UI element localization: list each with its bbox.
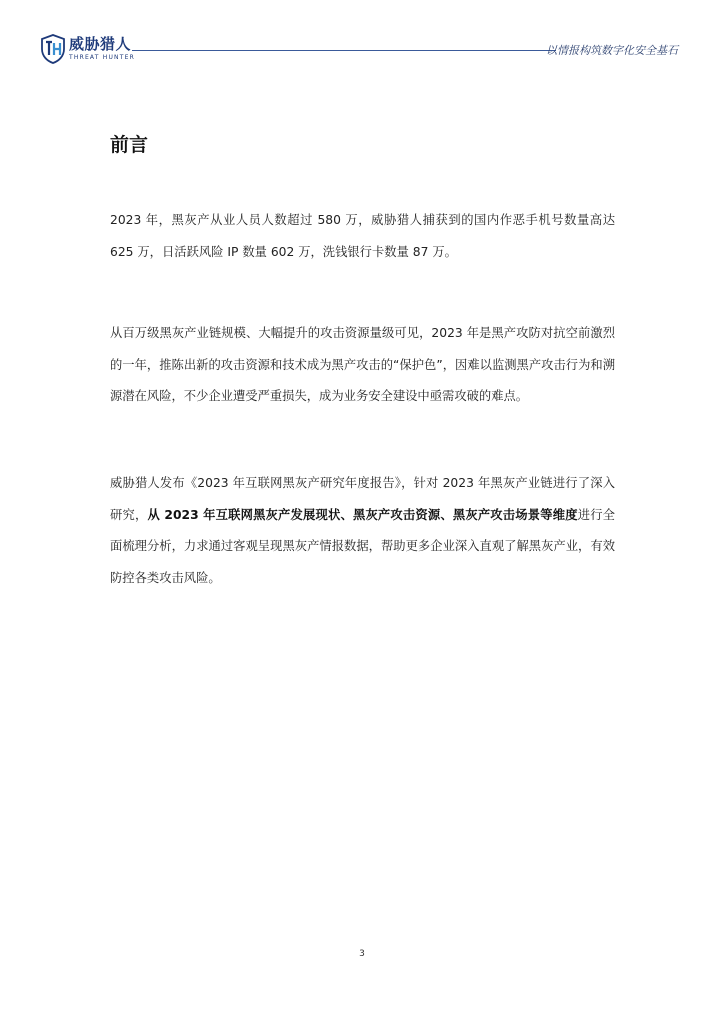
main-content (110, 130, 615, 585)
report-intro-conclusion: 进行全面梳理分析，力求通过客观呈现黑灰产情报数据，帮助更多企业深入直观了解黑灰产业，有效防控各类攻击风险。 (110, 507, 615, 585)
shield-logo-icon (40, 34, 66, 64)
paragraph-statistics: 2023 年，黑灰产从业人员人数超过 580 万，威胁猎人捕获到的国内作恶手机号数量高达 625 万，日活跃风险 IP 数量 602 万，洗钱银行卡数量 87 万。 (110, 213, 615, 259)
report-dimensions-emphasis: 从 2023 年互联网黑灰产发展现状、黑灰产攻击资源、黑灰产攻击场景等维度 (147, 507, 578, 522)
report-intro-text: 威胁猎人发布《2023 年互联网黑灰产研究年度报告》，针对 2023 年黑灰产业链进行了深入研究， (110, 476, 615, 522)
company-logo (40, 34, 135, 66)
paragraph-report-intro (110, 468, 615, 594)
header-slogan: 以情报构筑数字化安全基石 (546, 44, 678, 57)
logo-chinese-name: 威胁猎人 (69, 35, 132, 53)
logo-english-name: THREAT HUNTER (69, 54, 135, 61)
page-number: 3 (359, 949, 365, 959)
section-title: 前言 (110, 134, 149, 156)
paragraph-context: 从百万级黑灰产业链规模、大幅提升的攻击资源量级可见，2023 年是黑产攻防对抗空前激烈的一年，推陈出新的攻击资源和技术成为黑产攻击的“保护色”，因难以监测黑产攻击行为和溯源潜在风险，不少企业遭受严重损失，成为业务安全建设中亟需攻破的难点。 (110, 326, 615, 403)
header-divider (132, 50, 556, 51)
page-header (40, 34, 680, 66)
